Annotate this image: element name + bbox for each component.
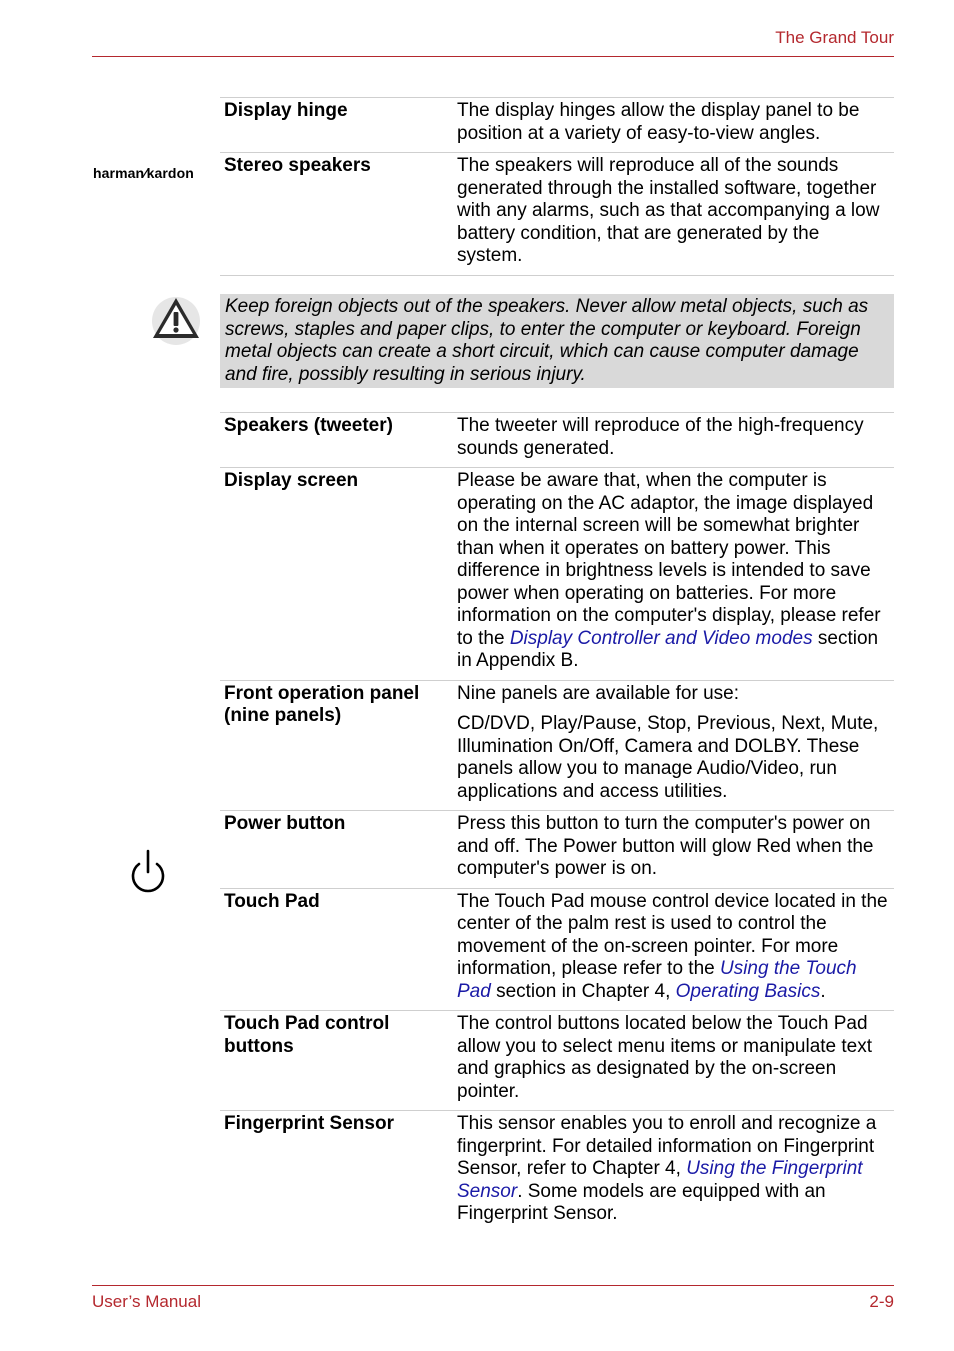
page-footer [92, 1285, 894, 1311]
table-row [220, 811, 894, 889]
page-header [92, 28, 894, 57]
power-icon [128, 848, 168, 894]
harman-kardon-logo: harman⁄kardon [93, 165, 194, 181]
term-power-button: Power button [220, 811, 453, 889]
table-row [220, 468, 894, 681]
desc-fingerprint-sensor [453, 1111, 894, 1233]
desc-text: . Some models are equipped with an Fingerprint Sensor. [457, 1180, 826, 1224]
desc-display-screen [453, 468, 894, 681]
spec-table-top [220, 97, 894, 276]
manual-title: User’s Manual [92, 1292, 201, 1311]
term-stereo-speakers: Stereo speakers [220, 153, 453, 276]
desc-paragraph: Nine panels are available for use: [457, 682, 740, 704]
caution-box [220, 294, 894, 388]
warning-triangle-icon [150, 294, 202, 346]
spec-table-bottom [220, 412, 894, 1233]
caution-text: Keep foreign objects out of the speakers. Never allow metal objects, such as screws, staples and paper clips, to enter the computer or keyboard. Foreign metal objects can create a short circuit, which can cause computer damage and fire, possibly resulting in serious injury. [225, 296, 869, 385]
table-row [220, 888, 894, 1011]
desc-front-operation-panel [453, 680, 894, 811]
table-row [220, 1011, 894, 1111]
table-row [220, 98, 894, 153]
link-using-fingerprint-sensor[interactable]: Using the Fingerprint Sensor [457, 1158, 863, 1202]
term-display-hinge: Display hinge [220, 98, 453, 153]
desc-stereo-speakers: The speakers will reproduce all of the sounds generated through the installed software, together with any alarms, such as that accompanying a low battery condition, that are generated by the system. [453, 153, 894, 276]
desc-power-button: Press this button to turn the computer's power on and off. The Power button will glow Red when the computer's power is on. [453, 811, 894, 889]
desc-paragraph: CD/DVD, Play/Pause, Stop, Previous, Next, Mute, Illumination On/Off, Camera and DOLBY. These panels allow you to manage Audio/Video, run applications and access utilities. [457, 713, 879, 802]
desc-text: The Touch Pad mouse control device located in the center of the palm rest is used to control the movement of the on-screen pointer. For more information, please refer to the [457, 890, 888, 979]
desc-touch-pad [453, 888, 894, 1011]
desc-text: section in Chapter 4, [490, 980, 676, 1002]
desc-text: section in Appendix B. [457, 627, 879, 671]
term-front-operation-panel: Front operation panel (nine panels) [220, 680, 453, 811]
chapter-title: The Grand Tour [775, 28, 894, 47]
term-touch-pad: Touch Pad [220, 888, 453, 1011]
desc-display-hinge: The display hinges allow the display panel to be position at a variety of easy-to-view angles. [453, 98, 894, 153]
desc-text: Please be aware that, when the computer is operating on the AC adaptor, the image displayed on the internal screen will be somewhat brighter than when it operates on battery power. This difference in brightness levels is intended to save power when operating on batteries. For more information on the computer's display, please refer to the [457, 470, 881, 649]
table-row [220, 413, 894, 468]
link-operating-basics[interactable]: Operating Basics [675, 980, 821, 1002]
term-fingerprint-sensor: Fingerprint Sensor [224, 1113, 394, 1134]
link-using-touch-pad[interactable]: Using the Touch Pad [457, 958, 857, 1002]
desc-touch-pad-buttons: The control buttons located below the Touch Pad allow you to select menu items or manipulate text and graphics as designated by the on-screen pointer. [453, 1011, 894, 1111]
desc-text: . [820, 980, 826, 1002]
table-row [220, 153, 894, 276]
term-touch-pad-buttons: Touch Pad control buttons [220, 1011, 453, 1111]
table-row [220, 680, 894, 811]
desc-speakers-tweeter: The tweeter will reproduce of the high-frequency sounds generated. [453, 413, 894, 468]
link-display-controller[interactable]: Display Controller and Video modes [509, 627, 813, 649]
desc-text: This sensor enables you to enroll and recognize a fingerprint. For detailed information on Fingerprint Sensor, refer to Chapter 4, [457, 1113, 877, 1179]
table-row [220, 1111, 894, 1233]
term-speakers-tweeter: Speakers (tweeter) [220, 413, 453, 468]
page-number: 2-9 [869, 1292, 894, 1311]
term-display-screen: Display screen [220, 468, 453, 681]
